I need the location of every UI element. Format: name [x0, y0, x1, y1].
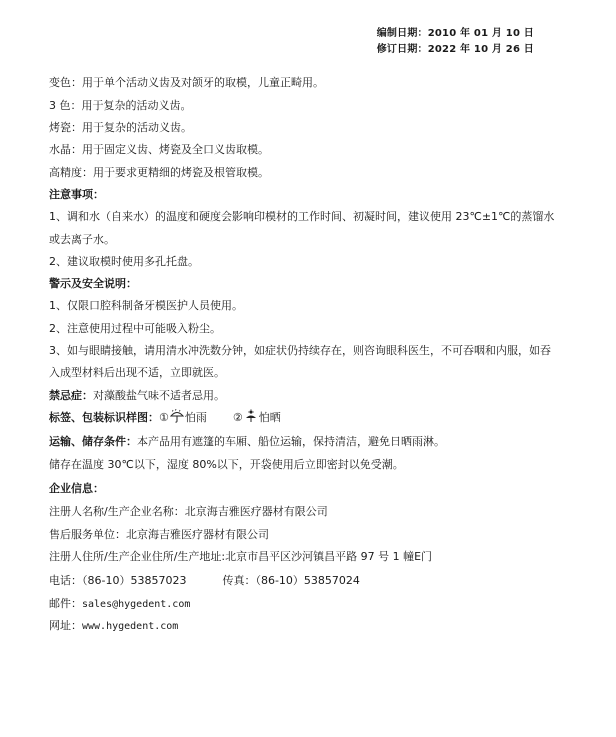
material-item: 水晶：用于固定义齿、烤瓷及全口义齿取模。 [49, 143, 269, 156]
contact-web [49, 617, 178, 633]
symbol-1-number: ① [159, 411, 169, 424]
contact-email [49, 595, 190, 611]
sun-umbrella-icon [244, 409, 258, 423]
contraindication [49, 387, 225, 403]
storage: 储存在温度 30℃以下，湿度 80%以下，开袋使用后立即密封以免受潮。 [49, 458, 404, 471]
warning-item: 2、注意使用过程中可能吸入粉尘。 [49, 322, 221, 335]
material-item: 3 色：用于复杂的活动义齿。 [49, 99, 192, 112]
contact-phone-fax [49, 572, 360, 588]
symbol-2-number: ② [232, 411, 243, 424]
transport-label: 运输、储存条件： [49, 435, 137, 448]
transport-text: 本产品用有遮篷的车厢、船位运输，保持清洁，避免日晒雨淋。 [137, 435, 445, 448]
warnings-title: 警示及安全说明： [49, 277, 137, 290]
material-item: 变色：用于单个活动义齿及对颌牙的取模，儿童正畸用。 [49, 76, 324, 89]
phone-label: 电话： [49, 574, 82, 587]
umbrella-rain-icon [170, 409, 184, 423]
service-unit: 售后服务单位：北京海吉雅医疗器材有限公司 [49, 528, 269, 541]
web-label: 网址： [49, 619, 82, 632]
warning-item: 1、仅限口腔科制备牙模医护人员使用。 [49, 299, 243, 312]
contraindication-label: 禁忌症： [49, 389, 93, 402]
email-value[interactable]: sales@hygedent.com [82, 599, 191, 610]
symbol-2-label: 怕晒 [258, 411, 281, 424]
contraindication-text: 对藻酸盐气味不适者忌用。 [93, 389, 225, 402]
registrant: 注册人名称/生产企业名称：北京海吉雅医疗器材有限公司 [49, 505, 328, 518]
revised-date: 修订日期：2022 年 10 月 26 日 [376, 44, 534, 55]
notes-title: 注意事项： [49, 188, 104, 201]
warning-item: 3、如与眼睛接触，请用清水冲洗数分钟，如症状仍持续存在，则咨询眼科医生，不可吞咽和内服，如吞 [49, 344, 551, 357]
note-item: 1、调和水（自来水）的温度和硬度会影响印模材的工作时间、初凝时间，建议使用 23℃±1℃的蒸馏水 [49, 210, 555, 223]
note-item: 或去离子水。 [49, 233, 115, 246]
company-title: 企业信息： [49, 482, 104, 495]
fax-label: 传真： [222, 574, 256, 587]
address: 注册人住所/生产企业住所/生产地址:北京市昌平区沙河镇昌平路 97 号 1 幢E门 [49, 550, 433, 563]
web-value[interactable]: www.hygedent.com [82, 621, 179, 632]
transport [49, 433, 445, 449]
fax-value: （86-10）53857024 [255, 574, 360, 587]
symbol-1-label: 怕雨 [184, 411, 207, 424]
warning-item: 入成型材料后出现不适，立即就医。 [49, 366, 225, 379]
note-item: 2、建议取模时使用多孔托盘。 [49, 255, 199, 268]
compiled-date: 编制日期：2010 年 01 月 10 日 [376, 28, 534, 39]
material-item: 高精度：用于要求更精细的烤瓷及根管取模。 [49, 166, 269, 179]
label-symbols-label: 标签、包装标识样图： [49, 411, 159, 424]
label-symbols [49, 409, 281, 425]
email-label: 邮件： [49, 597, 82, 610]
material-item: 烤瓷：用于复杂的活动义齿。 [49, 121, 192, 134]
phone-value: （86-10）53857023 [82, 574, 187, 587]
